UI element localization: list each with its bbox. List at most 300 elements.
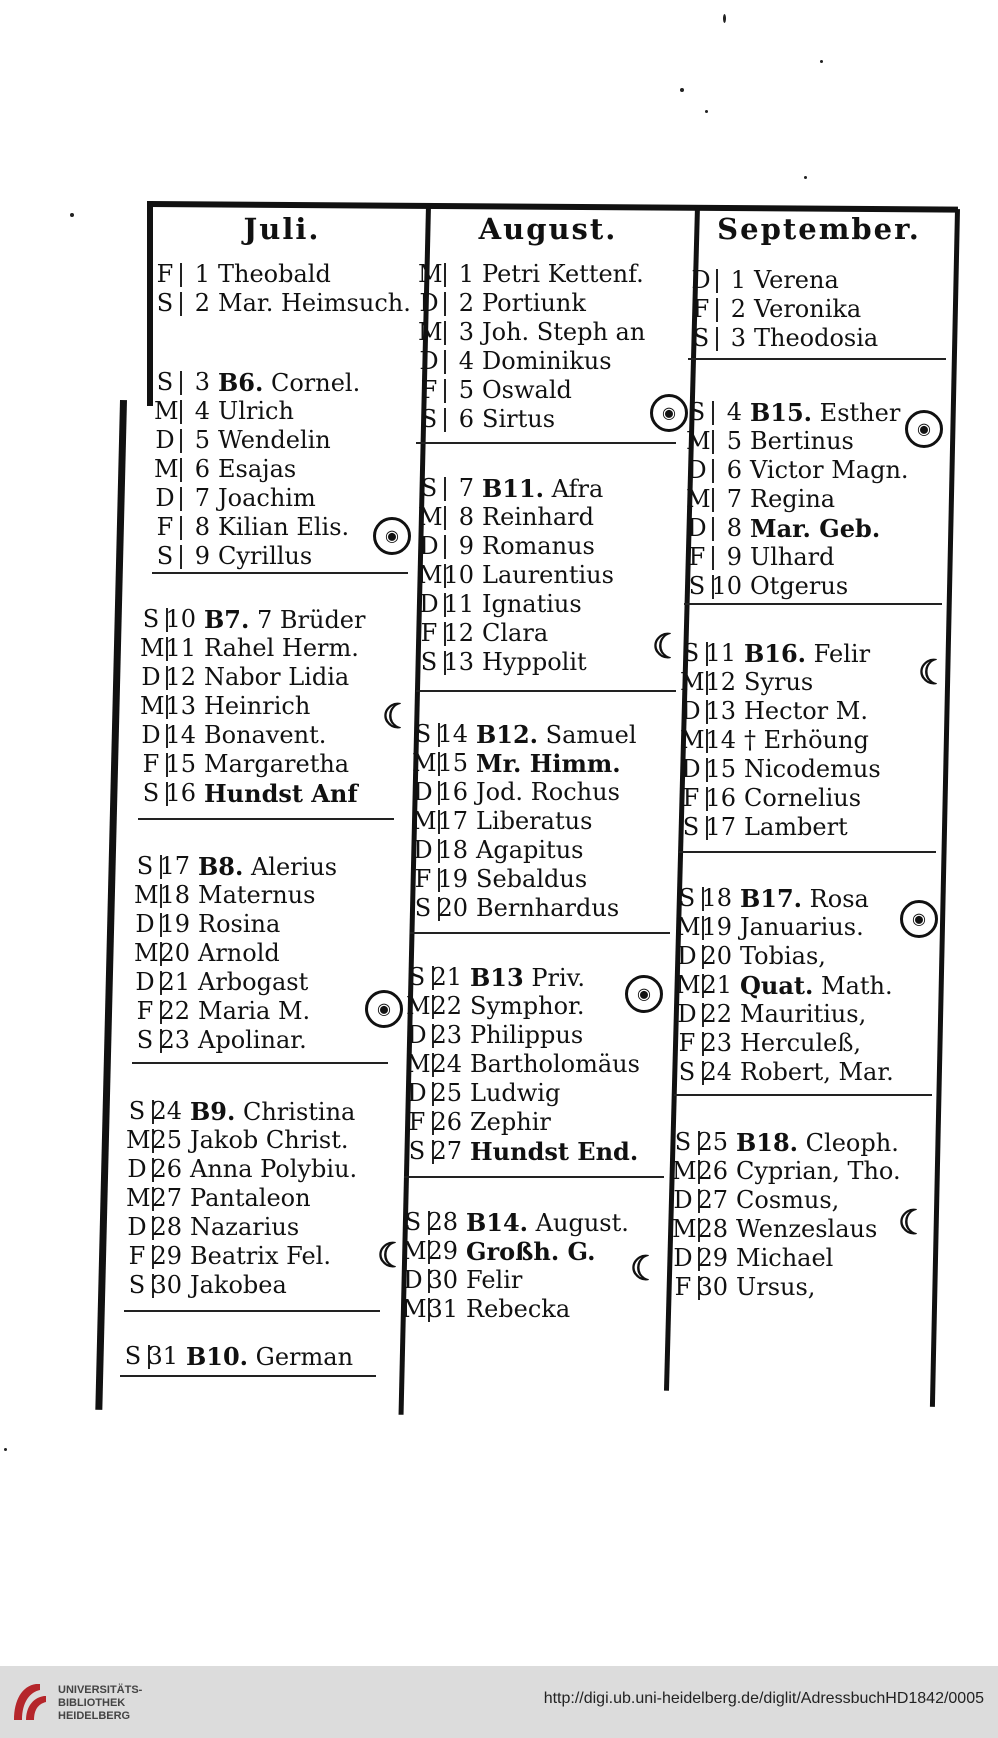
- saint-name: Ludwig: [470, 1079, 561, 1107]
- saint-name: Felir: [806, 640, 871, 668]
- day-name: [190, 1184, 311, 1213]
- saint-name: Petri Kettenf.: [482, 260, 644, 288]
- day-row: [418, 590, 684, 619]
- day-name: [736, 1186, 839, 1215]
- day-number: 13: [443, 648, 474, 676]
- day-name: [198, 968, 308, 997]
- day-name: [482, 590, 582, 619]
- day-number: 15: [705, 755, 736, 783]
- saint-name: Nazarius: [190, 1213, 300, 1241]
- weekday-letter: D: [141, 721, 161, 749]
- saint-name: Cyprian, Tho.: [736, 1157, 901, 1185]
- weekday-letter: S: [408, 1137, 426, 1165]
- day-number: 18: [437, 836, 468, 864]
- week-marker: B18.: [736, 1128, 799, 1157]
- weekday-letter: F: [156, 260, 174, 288]
- day-row: [126, 1242, 388, 1271]
- day-row: [402, 1266, 668, 1295]
- day-number: 22: [431, 992, 462, 1020]
- day-name: [190, 1155, 357, 1184]
- weekday-letter: M: [134, 881, 159, 909]
- day-name: [198, 997, 310, 1026]
- day-row: [406, 1050, 672, 1079]
- weekday-letter: M: [402, 1237, 427, 1265]
- saint-name: Bonavent.: [204, 721, 327, 749]
- day-number: 29: [151, 1242, 182, 1270]
- moon-face-icon: ◉: [905, 410, 943, 448]
- library-name-line: UNIVERSITÄTS-: [58, 1684, 143, 1696]
- week-marker: B8.: [198, 852, 244, 881]
- day-row: [686, 485, 950, 514]
- day-number: 21: [159, 968, 190, 996]
- saint-name: Oswald: [482, 376, 572, 404]
- day-name: [190, 1213, 299, 1242]
- frame-left-lower: [95, 400, 127, 1410]
- day-row: [680, 755, 944, 784]
- day-name: [744, 668, 813, 697]
- day-number: 14: [165, 721, 196, 749]
- day-number: 10: [165, 605, 196, 633]
- day-row: [680, 639, 944, 668]
- weekday-letter: M: [686, 427, 711, 455]
- saint-name: Mr. Himm.: [476, 749, 621, 778]
- saint-name: Nicodemus: [744, 755, 881, 783]
- weekday-letter: M: [680, 668, 705, 696]
- day-name: [744, 726, 869, 755]
- day-number: 19: [437, 865, 468, 893]
- day-number: 12: [443, 619, 474, 647]
- saint-name: Heinrich: [204, 692, 311, 720]
- saint-name: Hyppolit: [482, 648, 587, 676]
- month-column: [124, 0, 416, 1666]
- day-name: [482, 503, 594, 532]
- day-row: [412, 865, 678, 894]
- day-name: [190, 1242, 331, 1271]
- weekday-letter: S: [156, 289, 174, 317]
- saint-name: August.: [528, 1209, 629, 1237]
- day-name: [198, 910, 280, 939]
- saint-name: Pantaleon: [190, 1184, 311, 1212]
- saint-name: Mar. Geb.: [750, 514, 881, 543]
- saint-name: Ignatius: [482, 590, 582, 618]
- day-number: 16: [437, 778, 468, 806]
- day-row: [672, 1215, 936, 1244]
- group-separator: [416, 442, 676, 444]
- day-number: 26: [431, 1108, 462, 1136]
- day-number: 6: [194, 455, 210, 483]
- day-row: [140, 663, 402, 692]
- saint-name: Rosa: [802, 885, 869, 913]
- saint-name: Symphor.: [470, 992, 585, 1020]
- day-row: [676, 942, 940, 971]
- day-name: [204, 692, 310, 721]
- day-name: [466, 1266, 522, 1295]
- weekday-letter: S: [688, 572, 706, 600]
- day-number: 30: [151, 1271, 182, 1299]
- saint-name: German: [248, 1343, 354, 1371]
- day-number: 3: [458, 318, 474, 346]
- day-number: 23: [701, 1029, 732, 1057]
- day-number: 5: [726, 427, 742, 455]
- weekday-letter: F: [156, 513, 174, 541]
- group-separator: [404, 1176, 664, 1178]
- day-name: [740, 884, 869, 914]
- saint-name: Maria M.: [198, 997, 311, 1025]
- day-name: [750, 427, 854, 456]
- weekday-letter: M: [680, 726, 705, 754]
- day-row: [134, 968, 396, 997]
- weekday-letter: M: [418, 561, 443, 589]
- day-number: 3: [730, 324, 746, 352]
- day-number: 27: [697, 1186, 728, 1214]
- saint-name: Margaretha: [204, 750, 350, 778]
- day-number: 1: [730, 266, 746, 294]
- weekday-letter: S: [678, 1058, 696, 1086]
- day-row: [690, 295, 954, 324]
- weekday-letter: F: [142, 750, 160, 778]
- library-logo-icon: [10, 1680, 50, 1724]
- group-separator: [124, 1310, 380, 1312]
- day-row: [418, 260, 684, 289]
- saint-name: Theobald: [218, 260, 331, 288]
- day-number: 7: [194, 484, 210, 512]
- day-name: [470, 963, 585, 993]
- day-number: 21: [431, 963, 462, 991]
- day-number: 18: [701, 884, 732, 912]
- day-number: 8: [458, 503, 474, 531]
- saint-name: Maternus: [198, 881, 316, 909]
- weekday-letter: M: [126, 1126, 151, 1154]
- day-number: 21: [701, 971, 732, 999]
- day-number: 31: [147, 1342, 178, 1370]
- day-name: [476, 720, 637, 750]
- day-name: [482, 289, 586, 318]
- weekday-letter: D: [677, 1000, 697, 1028]
- saint-name: Michael: [736, 1244, 834, 1272]
- day-row: [680, 726, 944, 755]
- weekday-letter: F: [692, 295, 710, 323]
- day-row: [406, 1137, 672, 1166]
- group-separator: [410, 932, 670, 934]
- weekday-letter: S: [682, 639, 700, 667]
- saint-name: Mauritius,: [740, 1000, 867, 1028]
- weekday-letter: M: [134, 939, 159, 967]
- day-number: 15: [165, 750, 196, 778]
- day-row: [134, 1026, 396, 1055]
- weekday-letter: D: [681, 755, 701, 783]
- day-number: 28: [697, 1215, 728, 1243]
- weekday-letter: S: [678, 884, 696, 912]
- weekday-letter: D: [127, 1213, 147, 1241]
- weekday-letter: F: [682, 784, 700, 812]
- weekday-letter: D: [403, 1266, 423, 1294]
- day-row: [686, 456, 950, 485]
- day-name: [218, 426, 331, 455]
- day-name: [198, 939, 280, 968]
- day-name: [204, 721, 326, 750]
- weekday-letter: D: [677, 942, 697, 970]
- saint-name: Robert, Mar.: [740, 1058, 894, 1086]
- day-row: [686, 543, 950, 572]
- weekday-letter: D: [687, 456, 707, 484]
- group-separator: [688, 358, 946, 360]
- day-name: [736, 1273, 815, 1302]
- day-name: [476, 749, 621, 779]
- day-number: 4: [726, 398, 742, 426]
- day-name: [750, 514, 880, 544]
- weekday-letter: S: [156, 542, 174, 570]
- weekday-letter: D: [687, 514, 707, 542]
- saint-name: Bertinus: [750, 427, 854, 455]
- day-name: [476, 894, 619, 923]
- weekday-letter: D: [135, 968, 155, 996]
- day-row: [126, 1155, 388, 1184]
- saint-name: Herculeß,: [740, 1029, 862, 1057]
- saint-name: Alerius: [243, 853, 338, 881]
- day-row: [418, 619, 684, 648]
- day-row: [676, 1000, 940, 1029]
- day-row: [140, 779, 402, 808]
- library-name-line: BIBLIOTHEK: [58, 1697, 126, 1709]
- weekday-letter: S: [674, 1128, 692, 1156]
- weekday-letter: S: [124, 1342, 142, 1370]
- day-name: [740, 1000, 866, 1029]
- source-url[interactable]: http://digi.ub.uni-heidelberg.de/diglit/AdressbuchHD1842/0005: [543, 1690, 984, 1707]
- day-row: [680, 813, 944, 842]
- week-marker: B15.: [750, 398, 813, 427]
- day-name: [466, 1237, 596, 1267]
- weekday-letter: D: [419, 289, 439, 317]
- weekday-letter: F: [420, 376, 438, 404]
- day-row: [402, 1237, 668, 1266]
- week-marker: B17.: [740, 884, 803, 913]
- saint-name: Priv.: [523, 964, 585, 992]
- day-name: [482, 405, 555, 434]
- day-row: [672, 1157, 936, 1186]
- weekday-letter: F: [420, 619, 438, 647]
- day-row: [126, 1271, 388, 1300]
- weekday-letter: M: [418, 260, 443, 288]
- day-number: 17: [159, 852, 190, 880]
- weekday-letter: S: [142, 779, 160, 807]
- group-separator: [684, 603, 942, 605]
- weekday-letter: D: [135, 910, 155, 938]
- week-marker: B16.: [744, 639, 807, 668]
- weekday-letter: D: [691, 266, 711, 294]
- group-separator: [152, 572, 408, 574]
- day-number: 11: [165, 634, 196, 662]
- day-row: [412, 749, 678, 778]
- saint-name: Kilian Elis.: [218, 513, 350, 541]
- day-number: 23: [431, 1021, 462, 1049]
- weekday-letter: S: [420, 648, 438, 676]
- day-number: 29: [697, 1244, 728, 1272]
- day-number: 31: [427, 1295, 458, 1323]
- day-number: 16: [705, 784, 736, 812]
- day-name: [736, 1128, 899, 1158]
- saint-name: Sebaldus: [476, 865, 588, 893]
- day-number: 11: [705, 639, 736, 667]
- day-number: 23: [159, 1026, 190, 1054]
- day-row: [672, 1128, 936, 1157]
- saint-name: Joachim: [218, 484, 316, 512]
- day-row: [126, 1097, 388, 1126]
- group-separator: [138, 818, 394, 820]
- saint-name: Arnold: [198, 939, 280, 967]
- day-row: [418, 561, 684, 590]
- saint-name: Großh. G.: [466, 1237, 596, 1266]
- saint-name: Esther: [812, 399, 901, 427]
- day-row: [418, 289, 684, 318]
- weekday-letter: M: [672, 1215, 697, 1243]
- day-row: [680, 784, 944, 813]
- day-name: [482, 532, 595, 561]
- day-number: 25: [697, 1128, 728, 1156]
- day-number: 8: [194, 513, 210, 541]
- day-number: 5: [194, 426, 210, 454]
- saint-name: Sirtus: [482, 405, 556, 433]
- day-row: [680, 668, 944, 697]
- weekday-letter: M: [140, 634, 165, 662]
- day-number: 15: [437, 749, 468, 777]
- weekday-letter: F: [128, 1242, 146, 1270]
- weekday-letter: D: [413, 778, 433, 806]
- weekday-letter: D: [155, 484, 175, 512]
- weekday-letter: D: [681, 697, 701, 725]
- day-row: [676, 971, 940, 1000]
- day-name: [470, 1137, 638, 1167]
- day-name: [482, 561, 614, 590]
- day-number: 29: [427, 1237, 458, 1265]
- day-name: [750, 398, 900, 428]
- day-name: [482, 474, 603, 504]
- day-name: [190, 1097, 355, 1127]
- weekday-letter: D: [407, 1021, 427, 1049]
- day-number: 20: [701, 942, 732, 970]
- day-row: [140, 692, 402, 721]
- saint-name: Cornel.: [263, 369, 361, 397]
- day-row: [418, 405, 684, 434]
- day-row: [690, 324, 954, 353]
- group-separator: [674, 1094, 932, 1096]
- day-row: [412, 836, 678, 865]
- day-number: 2: [194, 289, 210, 317]
- day-name: [740, 1058, 894, 1087]
- weekday-letter: S: [128, 1097, 146, 1125]
- day-name: [482, 376, 572, 405]
- saint-name: Hector M.: [744, 697, 868, 725]
- weekday-letter: S: [128, 1271, 146, 1299]
- day-name: [470, 1021, 583, 1050]
- day-name: [218, 260, 331, 289]
- day-row: [140, 721, 402, 750]
- saint-name: Cleoph.: [798, 1129, 899, 1157]
- day-name: [466, 1295, 570, 1324]
- day-name: [736, 1157, 901, 1186]
- saint-name: Philippus: [470, 1021, 584, 1049]
- saint-name: Jod. Rochus: [476, 778, 620, 806]
- day-name: [218, 455, 296, 484]
- saint-name: Liberatus: [476, 807, 593, 835]
- weekday-letter: S: [420, 405, 438, 433]
- day-row: [418, 503, 684, 532]
- month-title: September.: [717, 212, 921, 246]
- day-row: [140, 750, 402, 779]
- day-number: 4: [458, 347, 474, 375]
- day-number: 9: [726, 543, 742, 571]
- day-number: 22: [159, 997, 190, 1025]
- day-number: 1: [194, 260, 210, 288]
- day-number: 13: [165, 692, 196, 720]
- day-name: [740, 971, 893, 1001]
- day-row: [140, 634, 402, 663]
- saint-name: Afra: [544, 475, 604, 503]
- day-number: 14: [705, 726, 736, 754]
- day-number: 2: [730, 295, 746, 323]
- day-name: [482, 347, 612, 376]
- day-row: [690, 266, 954, 295]
- weekday-letter: S: [156, 368, 174, 396]
- weekday-letter: S: [142, 605, 160, 633]
- saint-name: Joh. Steph an: [482, 318, 646, 346]
- weekday-letter: M: [686, 485, 711, 513]
- day-row: [134, 939, 396, 968]
- saint-name: Jakob Christ.: [190, 1126, 349, 1154]
- saint-name: Rebecka: [466, 1295, 571, 1323]
- day-name: [750, 572, 848, 601]
- day-name: [476, 836, 583, 865]
- saint-name: Wenzeslaus: [736, 1215, 878, 1243]
- saint-name: Clara: [482, 619, 549, 647]
- week-marker: B12.: [476, 720, 539, 749]
- day-row: [154, 397, 416, 426]
- saint-name: Nabor Lidia: [204, 663, 350, 691]
- day-row: [154, 455, 416, 484]
- day-number: 5: [458, 376, 474, 404]
- weekday-letter: F: [136, 997, 154, 1025]
- saint-name: Romanus: [482, 532, 595, 560]
- day-row: [418, 532, 684, 561]
- day-row: [672, 1244, 936, 1273]
- weekday-letter: S: [682, 813, 700, 841]
- day-number: 12: [705, 668, 736, 696]
- weekday-letter: D: [419, 347, 439, 375]
- weekday-letter: S: [414, 894, 432, 922]
- day-name: [204, 605, 365, 635]
- weekday-letter: D: [407, 1079, 427, 1107]
- day-name: [218, 289, 411, 318]
- day-row: [134, 852, 396, 881]
- day-name: [744, 813, 848, 842]
- month-title: Juli.: [243, 212, 321, 246]
- saint-name: Regina: [750, 485, 836, 513]
- day-name: [190, 1126, 348, 1155]
- day-row: [402, 1208, 668, 1237]
- day-name: [736, 1244, 833, 1273]
- day-number: 14: [437, 720, 468, 748]
- day-name: [476, 865, 587, 894]
- day-number: 3: [194, 368, 210, 396]
- weekday-letter: M: [676, 971, 701, 999]
- day-number: 30: [697, 1273, 728, 1301]
- day-number: 7: [458, 474, 474, 502]
- saint-name: Januarius.: [740, 913, 864, 941]
- weekday-letter: S: [692, 324, 710, 352]
- day-number: 10: [443, 561, 474, 589]
- day-row: [154, 260, 416, 289]
- day-row: [676, 1058, 940, 1087]
- day-row: [140, 605, 402, 634]
